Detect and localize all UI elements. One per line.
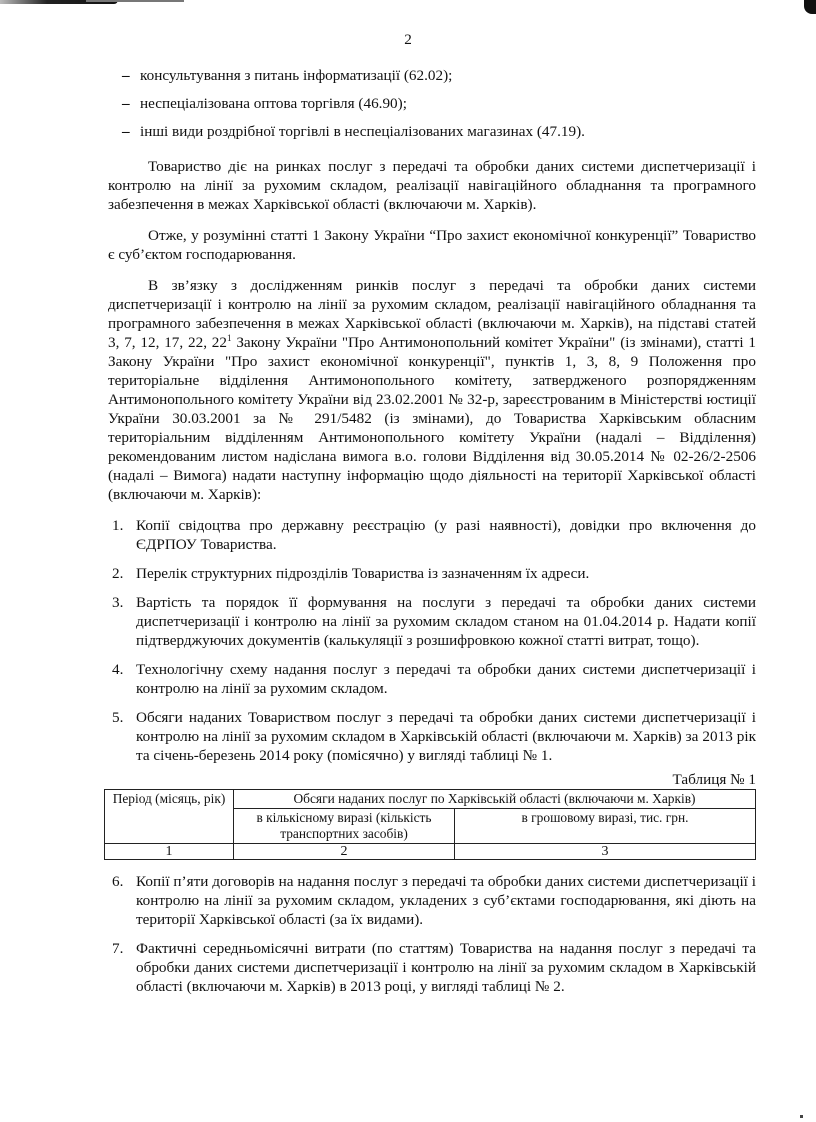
requirement-number: 5.	[112, 709, 124, 726]
table-column-number-row	[105, 844, 756, 860]
table-caption: Таблиця № 1	[672, 771, 756, 788]
table-header-row	[105, 790, 756, 809]
column-number: 2	[234, 844, 455, 860]
requirement-number: 3.	[112, 594, 124, 611]
requirement-text: Вартість та порядок її формування на послуги з передачі та обробки даних системи диспетчеризації і контролю на лінії за рухомим складом станом на 01.04.2014 р. Надати копії підтверджуючих документів (калькуляції з розшифровкою кожної статті витрат, тощо).	[136, 594, 756, 649]
paragraph-request-basis-text-a: В зв’язку з дослідженням ринків послуг з передачі та обробки даних системи диспетчеризації і контролю на лінії за рухомим складом, реалізації навігаційного обладнання та програмного забезпечення в межах Харківської області (включаючи м. Харків), на підставі статей 3, 7, 12, 17, 22, 22	[108, 277, 756, 351]
activity-item	[122, 94, 756, 113]
activity-text: консультування з питань інформатизації (62.02);	[140, 67, 453, 84]
activity-text: неспеціалізована оптова торгівля (46.90);	[140, 95, 407, 112]
page-number: 2	[404, 31, 412, 48]
requirement-item	[108, 516, 756, 554]
paragraph-request-basis-text-b: Закону України "Про Антимонопольний комітет України" (із змінами), статті 1 Закону України "Про захист економічної конкуренції", пунктів 1, 3, 8, 9 Положення про територіальне відділення Антимонопольного комітету, затвердженого розпорядженням Антимонопольного комітету України від 23.02.2001 № 32-р, зареєстрованим в Міністерстві юстиції України 30.03.2001 за № 291/5482 (із змінами), до Товариства Харківським обласним територіальним відділенням Антимонопольного комітету України (надалі – Відділення) рекомендованим листом надіслана вимога в.о. голови Відділення від 30.05.2014 № 02-26/2-2506 (надалі – Вимога) надати наступну інформацію щодо діяльності на території Харківської області (включаючи м. Харків):	[108, 334, 756, 503]
requirement-text: Фактичні середньомісячні витрати (по статтям) Товариства на надання послуг з передачі та обробки даних системи диспетчеризації і контролю на лінії за рухомим складом в Харківській області (включаючи м. Харків) в 2013 році, у вигляді таблиці № 2.	[136, 940, 756, 995]
activity-text: інші види роздрібної торгівлі в неспеціалізованих магазинах (47.19).	[140, 123, 585, 140]
requirement-text: Обсяги наданих Товариством послуг з передачі та обробки даних системи диспетчеризації і контролю на лінії за рухомим складом в Харківській області (включаючи м. Харків) за 2013 рік та січень-березень 2014 року (помісячно) у вигляді таблиці № 1.	[136, 709, 756, 764]
header-quantity: в кількісному виразі (кількість транспортних засобів)	[234, 809, 455, 844]
paragraph-business-entity: Отже, у розумінні статті 1 Закону України “Про захист економічної конкуренції” Товариство є суб’єктом господарювання.	[108, 227, 756, 263]
paragraph-markets: Товариство діє на ринках послуг з передачі та обробки даних системи диспетчеризації і контролю на лінії за рухомим складом, реалізації навігаційного обладнання та програмного забезпечення в межах Харківської області (включаючи м. Харків).	[108, 158, 756, 213]
requirement-item	[108, 939, 756, 996]
superscript: 1	[227, 332, 232, 343]
requirements-list-continued	[108, 872, 756, 996]
activity-list	[122, 66, 756, 141]
activity-item	[122, 122, 756, 141]
dash-bullet: –	[122, 123, 130, 140]
requirement-number: 4.	[112, 661, 124, 678]
column-number: 1	[105, 844, 234, 860]
dash-bullet: –	[122, 67, 130, 84]
document-body	[108, 66, 756, 1006]
requirement-number: 2.	[112, 565, 124, 582]
activity-item	[122, 66, 756, 85]
header-money: в грошовому виразі, тис. грн.	[455, 809, 756, 844]
scan-edge-mark-top-right	[804, 0, 816, 14]
column-number: 3	[455, 844, 756, 860]
header-group: Обсяги наданих послуг по Харківській області (включаючи м. Харків)	[234, 790, 756, 809]
requirements-list	[108, 516, 756, 765]
table-service-volumes	[104, 789, 756, 860]
requirement-item	[108, 564, 756, 583]
scan-edge-line-top-left	[86, 0, 184, 2]
requirement-number: 7.	[112, 940, 124, 957]
requirement-text: Копії свідоцтва про державну реєстрацію (у разі наявності), довідки про включення до ЄДРПОУ Товариства.	[136, 517, 756, 553]
scan-speck	[800, 1115, 803, 1118]
dash-bullet: –	[122, 95, 130, 112]
requirement-item	[108, 708, 756, 765]
requirement-number: 6.	[112, 873, 124, 890]
requirement-item	[108, 593, 756, 650]
header-period: Період (місяць, рік)	[105, 790, 234, 844]
requirement-text: Копії п’яти договорів на надання послуг з передачі та обробки даних системи диспетчеризації і контролю на лінії за рухомим складом, укладених з суб’єктами господарювання, які діють на території Харківської області (за їх видами).	[136, 873, 756, 928]
requirement-item	[108, 660, 756, 698]
requirement-text: Перелік структурних підрозділів Товариства із зазначенням їх адреси.	[136, 565, 590, 582]
paragraph-request-basis	[108, 276, 756, 504]
requirement-item	[108, 872, 756, 929]
requirement-number: 1.	[112, 517, 124, 534]
requirement-text: Технологічну схему надання послуг з передачі та обробки даних системи диспетчеризації і контролю на лінії за рухомим складом.	[136, 661, 756, 697]
